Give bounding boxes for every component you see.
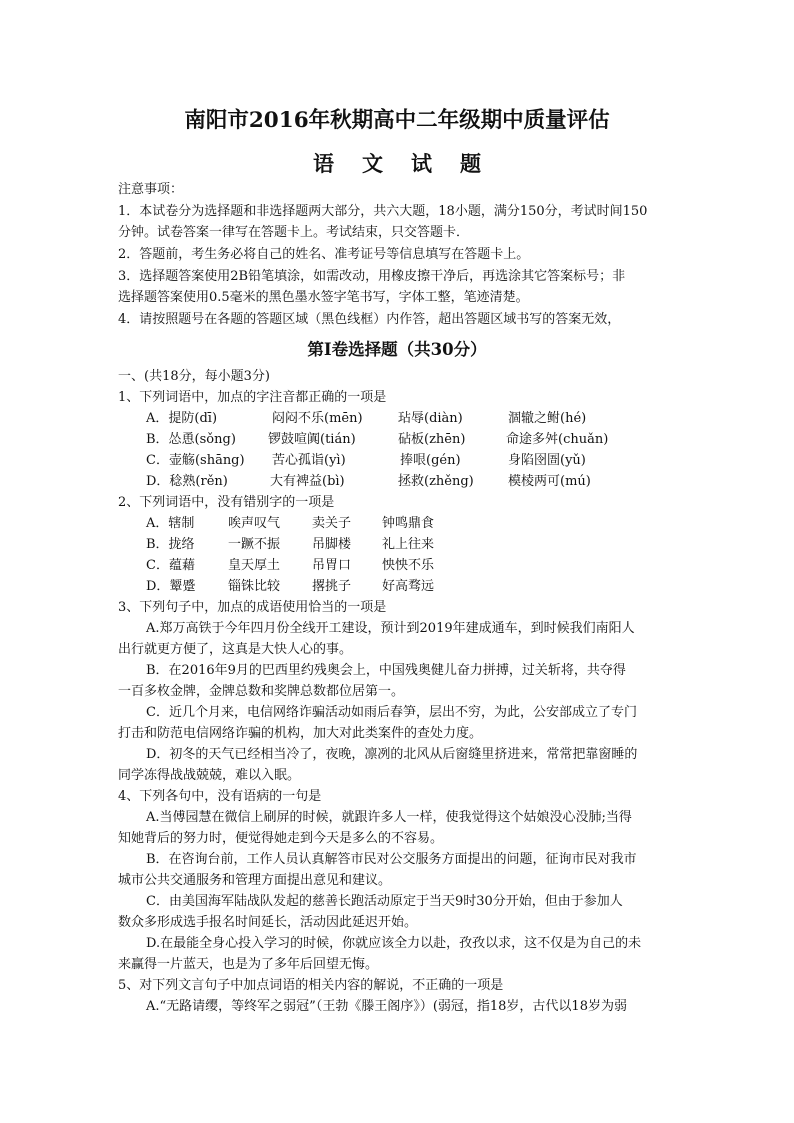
option-item: 卖关子 (312, 516, 352, 531)
option-item: C．蕴藉 (146, 558, 195, 573)
question-stem: 1、下列词语中，加点的字注音都正确的一项是 (118, 390, 387, 405)
part-heading: 一、(共18分，每小题3分) (118, 369, 270, 384)
option-item: 一蹶不振 (228, 537, 281, 552)
option-item: 模棱两可(mú) (508, 474, 591, 489)
option-item: 苦心孤诣(yì) (272, 453, 346, 468)
option-line: 数众多形成选手报名时间延长，活动因此延迟开始。 (118, 915, 418, 930)
subject-char: 文 (362, 151, 383, 176)
option-item: B．怂恿(sǒng) (146, 432, 236, 447)
option-item: 砧板(zhēn) (398, 432, 466, 447)
option-item: 唉声叹气 (228, 516, 281, 531)
option-line: 一百多枚金牌，金牌总数和奖牌总数都位居第一。 (118, 684, 405, 699)
option-item: D．稔熟(rěn) (146, 474, 228, 489)
option-line: C．由美国海军陆战队发起的慈善长跑活动原定于当天9时30分开始，但由于参加人 (146, 894, 623, 909)
exam-subject-title (0, 148, 794, 178)
notice-line: 选择题答案使用0.5毫米的黑色墨水签字笔书写，字体工整，笔迹清楚。 (118, 290, 529, 305)
notice-line: 3．选择题答案使用2B铅笔填涂，如需改动，用橡皮擦干净后，再选涂其它答案标号；非 (118, 269, 626, 284)
option-line: A.郑万高铁于今年四月份全线开工建设，预计到2019年建成通车，到时候我们南阳人 (146, 621, 635, 636)
notice-heading: 注意事项： (118, 182, 184, 197)
question-stem: 4、下列各句中，没有语病的一句是 (118, 789, 322, 804)
option-item: A．提防(dī) (146, 411, 218, 426)
option-item: B．拢络 (146, 537, 195, 552)
notice-line: 4．请按照题号在各题的答题区域（黑色线框）内作答，超出答题区域书写的答案无效， (118, 312, 621, 327)
question-stem: 2、下列词语中，没有错别字的一项是 (118, 495, 335, 510)
option-item: 怏怏不乐 (382, 558, 435, 573)
exam-title: 南阳市2016年秋期高中二年级期中质量评估 (184, 108, 610, 133)
option-item: 闷闷不乐(mēn) (272, 411, 363, 426)
option-item: 钟鸣鼎食 (382, 516, 435, 531)
option-item: 涸辙之鲋(hé) (508, 411, 587, 426)
option-item: 锱铢比较 (228, 579, 281, 594)
option-item: 撂挑子 (312, 579, 352, 594)
question-stem: 3、下列句子中，加点的成语使用恰当的一项是 (118, 600, 387, 615)
notice-line: 1．本试卷分为选择题和非选择题两大部分，共六大题，18小题，满分150分，考试时间150 (118, 204, 648, 219)
option-line: 出行就更方便了，这真是大快人心的事。 (118, 642, 353, 657)
option-item: 拯救(zhěng) (398, 474, 474, 489)
option-item: 玷辱(diàn) (398, 411, 463, 426)
option-item: 身陷囹圄(yǔ) (508, 453, 586, 468)
option-item: A．辖制 (146, 516, 195, 531)
option-line: 知她背后的努力时，便觉得她走到今天是多么的不容易。 (118, 831, 444, 846)
option-item: 锣鼓喧阗(tián) (268, 432, 356, 447)
notice-line: 分钟。试卷答案一律写在答题卡上。考试结束，只交答题卡． (118, 225, 470, 240)
option-item: D．颦蹙 (146, 579, 196, 594)
option-item: 好高骛远 (382, 579, 435, 594)
option-item: 礼上往来 (382, 537, 435, 552)
subject-char: 题 (460, 151, 481, 176)
option-item: 大有裨益(bì) (270, 474, 345, 489)
option-line: C．近几个月来，电信网络诈骗活动如雨后春笋，层出不穷，为此，公安部成立了专门 (146, 705, 637, 720)
subject-char: 试 (411, 151, 432, 176)
option-line: D．初冬的天气已经相当冷了，夜晚，凛冽的北风从后窗缝里挤进来，常常把靠窗睡的 (146, 747, 638, 762)
option-item: C．壶觞(shāng) (146, 453, 245, 468)
section-title: 第Ⅰ卷选择题（共30分） (307, 340, 487, 359)
option-line: 打击和防范电信网络诈骗的机构，加大对此类案件的查处力度。 (118, 726, 483, 741)
option-item: 吊脚楼 (312, 537, 352, 552)
option-line: 同学冻得战战兢兢，难以入眠。 (118, 768, 301, 783)
notice-line: 2．答题前，考生务必将自己的姓名、准考证号等信息填写在答题卡上。 (118, 247, 530, 262)
option-line: 来赢得一片蓝天，也是为了多年后回望无悔。 (118, 957, 379, 972)
option-line: B．在咨询台前，工作人员认真解答市民对公交服务方面提出的问题，征询市民对我市 (146, 852, 637, 867)
question-stem: 5、对下列文言句子中加点词语的相关内容的解说，不正确的一项是 (118, 978, 504, 993)
option-line: B．在2016年9月的巴西里约残奥会上，中国残奥健儿奋力拼搏，过关斩将，共夺得 (146, 663, 626, 678)
option-line: 城市公共交通服务和管理方面提出意见和建议。 (118, 873, 392, 888)
option-item: 命途多舛(chuǎn) (506, 432, 609, 447)
option-line: A.“无路请缨，等终军之弱冠”（王勃《滕王阁序》）(弱冠，指18岁，古代以18岁为弱 (146, 999, 627, 1014)
option-item: 吊胃口 (312, 558, 352, 573)
option-item: 捧哏(gén) (400, 453, 461, 468)
option-line: D.在最能全身心投入学习的时候，你就应该全力以赴，孜孜以求，这不仅是为自己的未 (146, 936, 642, 951)
option-line: A.当傅园慧在微信上刷屏的时候，就跟许多人一样，使我觉得这个姑娘没心没肺;当得 (146, 810, 632, 825)
option-item: 皇天厚土 (228, 558, 281, 573)
subject-char: 语 (313, 151, 334, 176)
